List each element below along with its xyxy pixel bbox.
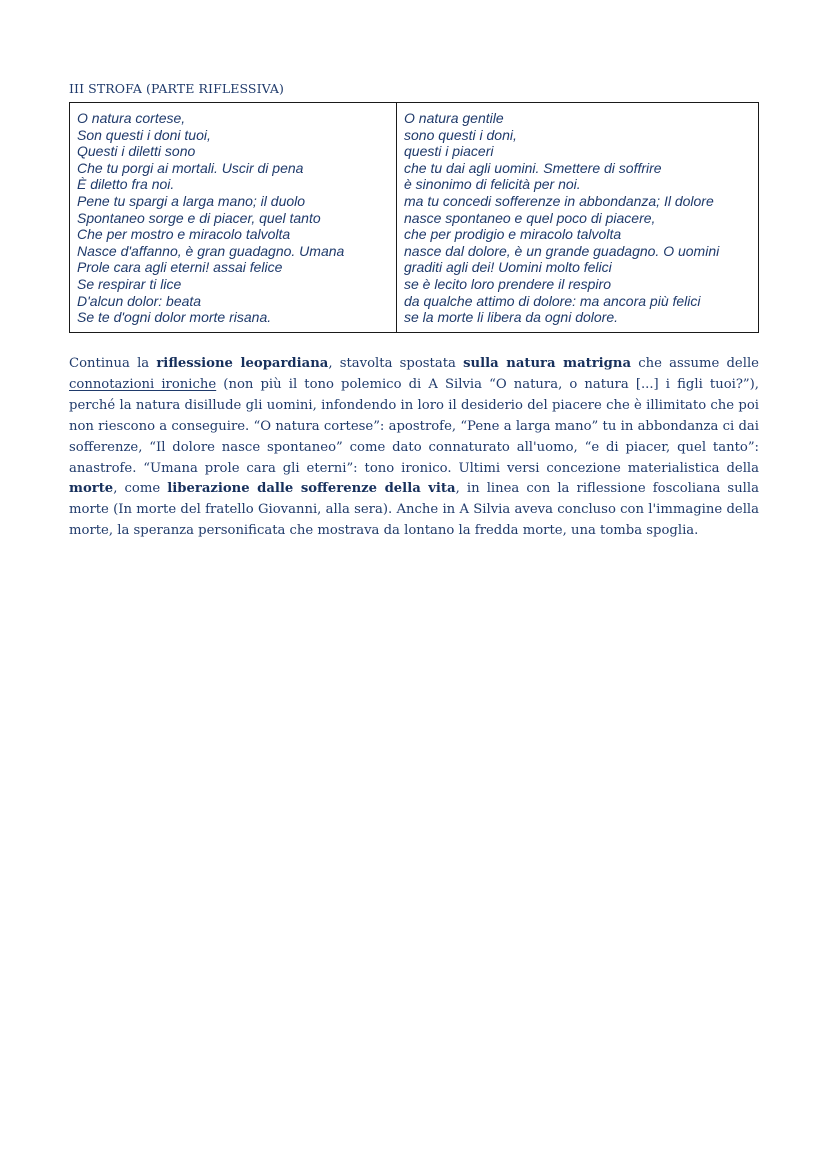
- paraphrase-column: [397, 103, 758, 332]
- original-line: Spontaneo sorge e di piacer, quel tanto: [77, 209, 321, 226]
- paraphrase-line: se è lecito loro prendere il respiro: [404, 275, 611, 292]
- commentary-paragraph: [69, 354, 759, 542]
- commentary-text: , in linea con la riflessione foscoliana sulla morte (In morte del fratello Giovanni, alla sera). Anche in A Silvia aveva concluso con l'immagine della morte, la speranza personificata che mostrava da lontano la fredda morte, una tomba spoglia.: [69, 481, 759, 539]
- original-line: Questi i diletti sono: [77, 143, 196, 160]
- emphasis-stepmother-nature: sulla natura matrigna: [463, 356, 632, 371]
- original-text-column: [70, 103, 397, 332]
- original-line: Se respirar ti lice: [77, 275, 182, 292]
- paraphrase-line: sono questi i doni,: [404, 126, 517, 143]
- paraphrase-line: che tu dai agli uomini. Smettere di soffrire: [404, 159, 662, 176]
- paraphrase-line: che per prodigio e miracolo talvolta: [404, 226, 622, 243]
- emphasis-death: morte: [69, 481, 114, 497]
- original-line: Se te d'ogni dolor morte risana.: [77, 309, 272, 326]
- commentary-text: (non più il tono polemico di A Silvia “O natura, o natura [...] i figli tuoi?”), perché la natura disillude gli uomini, infondendo in loro il desiderio del piacere che è illimitato che poi non riescono a conseguire. “O natura cortese”: apostrofe, “Pene a larga mano” tu in abbondanza ci dai sofferenze, “Il dolore nasce spontaneo” come dato connaturato all'uomo, “e di piacer, quel tanto”: anastrofe. “Umana prole cara gli eterni”: tono ironico. Ultimi versi concezione materialistica della: [69, 376, 759, 476]
- paraphrase-line: è sinonimo di felicità per noi.: [404, 176, 581, 193]
- poem-comparison-table: [69, 102, 759, 333]
- paraphrase-line: nasce dal dolore, è un grande guadagno. O uomini: [404, 242, 720, 259]
- emphasis-liberation: liberazione dalle sofferenze della vita: [167, 481, 456, 497]
- paraphrase-line: questi i piaceri: [404, 143, 494, 160]
- original-line: O natura cortese,: [77, 110, 186, 126]
- section-heading: III STROFA (PARTE RIFLESSIVA): [69, 81, 285, 96]
- original-line: Pene tu spargi a larga mano; il duolo: [77, 192, 306, 209]
- paraphrase-line: nasce spontaneo e quel poco di piacere,: [404, 209, 656, 226]
- commentary-text: che assume delle: [631, 356, 759, 371]
- original-line: Nasce d'affanno, è gran guadagno. Umana: [77, 242, 345, 259]
- paraphrase-line: da qualche attimo di dolore: ma ancora più felici: [404, 292, 701, 309]
- original-line: Che per mostro e miracolo talvolta: [77, 226, 291, 243]
- underlined-ironic-connotations: connotazioni ironiche: [69, 376, 217, 392]
- original-line: Son questi i doni tuoi,: [77, 126, 211, 143]
- paraphrase-line: se la morte li libera da ogni dolore.: [404, 309, 619, 326]
- original-line: Che tu porgi ai mortali. Uscir di pena: [77, 159, 304, 176]
- paraphrase-line: ma tu concedi sofferenze in abbondanza; Il dolore: [404, 192, 714, 209]
- original-line: D'alcun dolor: beata: [77, 292, 202, 309]
- paraphrase-line: graditi agli dei! Uomini molto felici: [404, 259, 612, 276]
- commentary-text: Continua la: [69, 356, 157, 371]
- commentary-text: , stavolta spostata: [328, 356, 464, 371]
- original-line: È diletto fra noi.: [77, 176, 175, 193]
- paraphrase-line: O natura gentile: [404, 110, 504, 126]
- original-line: Prole cara agli eterni! assai felice: [77, 259, 283, 276]
- commentary-text: , come: [113, 481, 168, 497]
- emphasis-leopardian-reflection: riflessione leopardiana: [156, 356, 329, 371]
